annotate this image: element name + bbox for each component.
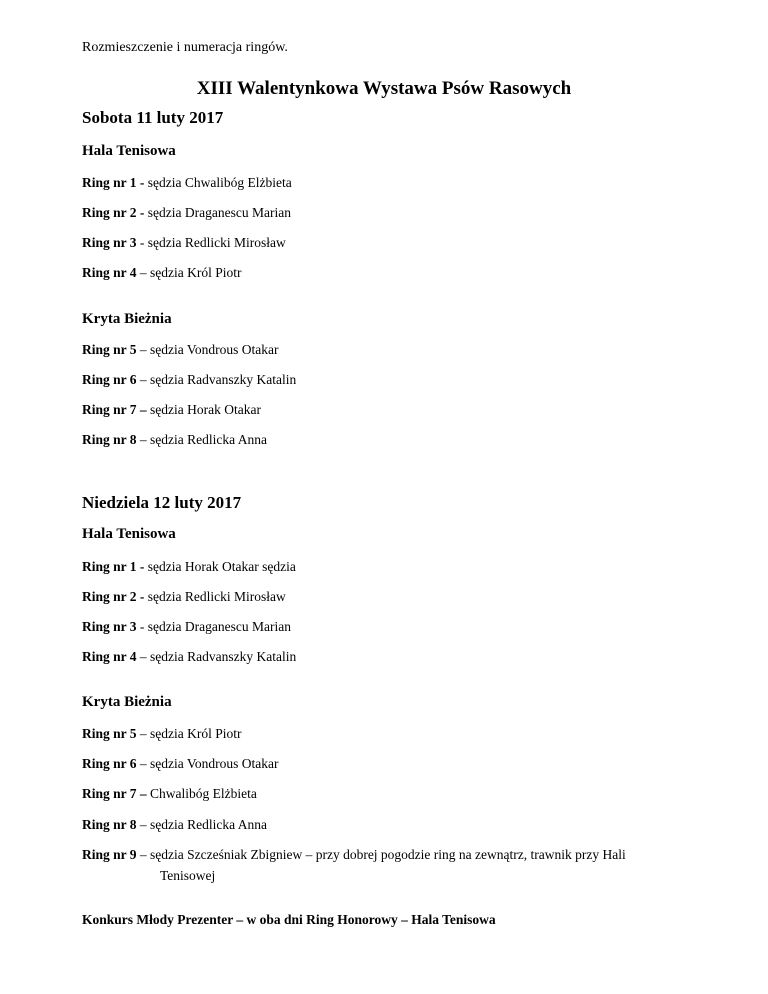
hall-heading: Kryta Bieżnia [82,694,172,710]
ring-judge: - sędzia Draganescu Marian [136,619,291,634]
ring-judge: – sędzia Radvanszky Katalin [136,372,297,387]
ring-entry-outdoor [82,844,722,886]
ring-number: Ring nr 2 - [82,589,145,604]
ring-judge: – sędzia Radvanszky Katalin [136,649,297,664]
ring-entry [82,619,291,635]
ring-number: Ring nr 4 [82,649,137,664]
ring-entry [82,402,261,418]
ring-judge: – sędzia Vondrous Otakar [136,342,279,357]
ring-number: Ring nr 7 – [82,402,147,417]
ring-number: Ring nr 3 [82,619,137,634]
ring-judge: – sędzia Król Piotr [136,265,242,280]
footer-note: Konkurs Młody Prezenter – w oba dni Ring Honorowy – Hala Tenisowa [82,912,496,927]
ring-number: Ring nr 6 [82,372,137,387]
document-header: Rozmieszczenie i numeracja ringów. [82,40,288,55]
ring-entry [82,342,279,358]
ring-entry [82,589,286,605]
ring-entry [82,235,286,251]
ring-entry [82,726,242,742]
ring-number: Ring nr 7 – [82,786,147,801]
day-heading-saturday: Sobota 11 luty 2017 [82,108,224,127]
ring-number: Ring nr 8 [82,432,137,447]
ring-judge: – sędzia Redlicka Anna [136,432,267,447]
ring-judge: Chwalibóg Elżbieta [146,786,257,801]
ring-entry [82,649,296,665]
day-heading-sunday: Niedziela 12 luty 2017 [82,493,242,512]
ring-number: Ring nr 3 [82,235,137,250]
ring-entry [82,175,292,191]
ring-judge-continued: Tenisowej [160,868,216,883]
ring-number: Ring nr 5 [82,726,137,741]
ring-judge: - sędzia Redlicki Mirosław [136,235,286,250]
ring-number: Ring nr 9 [82,847,137,862]
ring-judge: sędzia Horak Otakar sędzia [144,559,296,574]
ring-entry [82,265,242,281]
ring-entry [82,432,267,448]
hall-heading: Kryta Bieżnia [82,311,172,327]
hall-heading: Hala Tenisowa [82,526,176,542]
ring-judge: sędzia Draganescu Marian [144,205,291,220]
ring-judge: – sędzia Vondrous Otakar [136,756,279,771]
ring-number: Ring nr 1 - [82,559,145,574]
hall-heading: Hala Tenisowa [82,143,176,159]
ring-entry [82,205,291,221]
ring-judge: – sędzia Szcześniak Zbigniew – przy dobrej pogodzie ring na zewnątrz, trawnik przy Hali [136,847,626,862]
document-title: XIII Walentynkowa Wystawa Psów Rasowych [196,78,572,99]
ring-judge: – sędzia Redlicka Anna [136,817,267,832]
ring-judge: – sędzia Król Piotr [136,726,242,741]
ring-judge: sędzia Redlicki Mirosław [144,589,286,604]
ring-entry [82,372,296,388]
ring-entry [82,786,257,802]
ring-judge: sędzia Horak Otakar [146,402,261,417]
ring-number: Ring nr 6 [82,756,137,771]
ring-entry [82,756,279,772]
ring-entry [82,559,296,575]
ring-number: Ring nr 5 [82,342,137,357]
ring-number: Ring nr 8 [82,817,137,832]
ring-entry [82,817,267,833]
ring-number: Ring nr 2 - [82,205,145,220]
ring-judge: sędzia Chwalibóg Elżbieta [144,175,292,190]
ring-number: Ring nr 4 [82,265,137,280]
ring-number: Ring nr 1 - [82,175,145,190]
